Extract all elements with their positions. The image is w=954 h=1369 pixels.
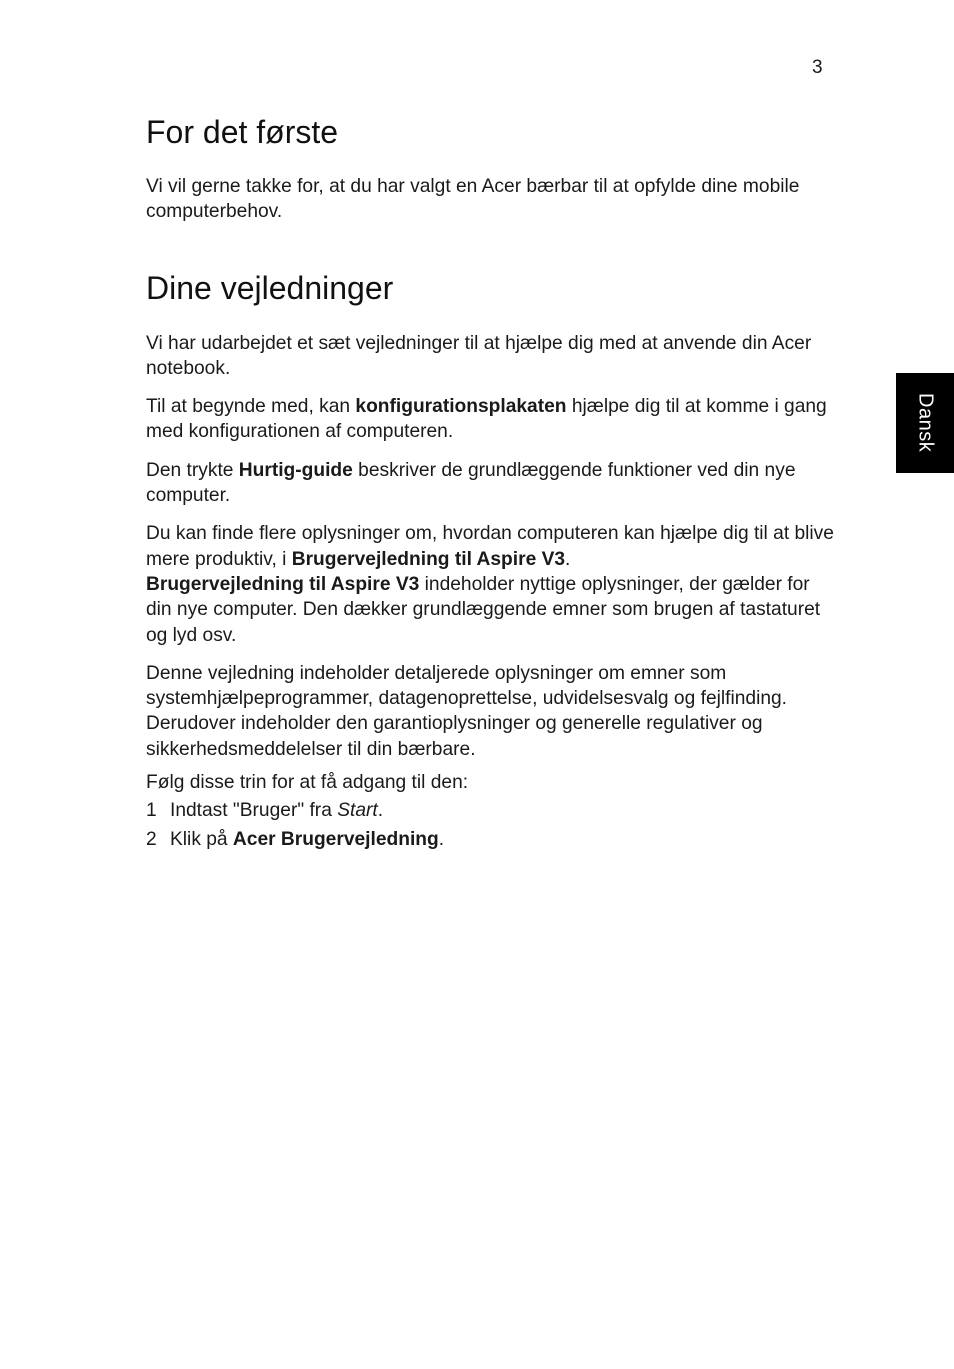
- user-manual-paragraph: [146, 521, 836, 647]
- step-text: [170, 827, 444, 852]
- text-run: Den trykte: [146, 459, 239, 481]
- text-run: .: [377, 800, 384, 822]
- step-text: [170, 798, 383, 823]
- heading-welcome: For det første: [146, 114, 339, 150]
- text-run: Indtast "Bruger" fra: [170, 800, 338, 822]
- heading-guides: Dine vejledninger: [146, 269, 394, 306]
- access-steps-intro: Følg disse trin for at få adgang til den:: [146, 772, 469, 794]
- access-steps-list: [146, 798, 836, 852]
- list-item: [146, 798, 836, 823]
- text-run: beskriver de grundlæggende funktioner ved din nye computer.: [146, 459, 796, 507]
- page-number: 3: [812, 57, 823, 78]
- setup-poster-term: konfigurationsplakaten: [355, 396, 567, 418]
- step-number: 2: [146, 828, 157, 850]
- page-content: [146, 112, 836, 855]
- user-manual-term: Brugervejledning til Aspire V3: [291, 548, 566, 570]
- text-run: hjælpe dig til at komme i gang med konfigurationen af computeren.: [146, 396, 827, 443]
- language-tab: [896, 373, 954, 473]
- text-run: .: [565, 548, 571, 570]
- text-run: indeholder nyttige oplysninger, der gælder for din nye computer. Den dækker grundlæggende emner som brugen af tastaturet og lyd osv.: [146, 573, 821, 646]
- text-run: Klik på: [170, 828, 233, 850]
- text-run: Til at begynde med, kan: [146, 396, 356, 418]
- guides-intro-paragraph: Vi har udarbejdet et sæt vejledninger til at hjælpe dig med at anvende din Acer notebook.: [146, 332, 812, 379]
- quick-guide-paragraph: [146, 458, 836, 509]
- setup-poster-paragraph: [146, 394, 836, 445]
- step-number: 1: [146, 800, 157, 822]
- list-item: [146, 827, 836, 852]
- manual-details-paragraph: Denne vejledning indeholder detaljerede oplysninger om emner som systemhjælpeprogrammer, datagenoprettelse, udvidelsesvalg og fejlfinding. Derudover indeholder den garantioplysninger og generelle regulativer og sikkerhedsmeddelelser til din bærbare.: [146, 662, 788, 760]
- user-manual-term: Brugervejledning til Aspire V3: [146, 573, 420, 595]
- start-term: Start: [337, 800, 378, 822]
- text-run: Du kan finde flere oplysninger om, hvordan computeren kan hjælpe dig til at blive mere produktiv, i: [146, 523, 834, 570]
- welcome-paragraph: Vi vil gerne takke for, at du har valgt en Acer bærbar til at opfylde dine mobile computerbehov.: [146, 176, 800, 223]
- language-tab-label: Dansk: [914, 393, 937, 453]
- text-run: .: [438, 828, 445, 850]
- quick-guide-term: Hurtig-guide: [238, 459, 353, 481]
- acer-user-guide-term: Acer Brugervejledning: [232, 828, 439, 850]
